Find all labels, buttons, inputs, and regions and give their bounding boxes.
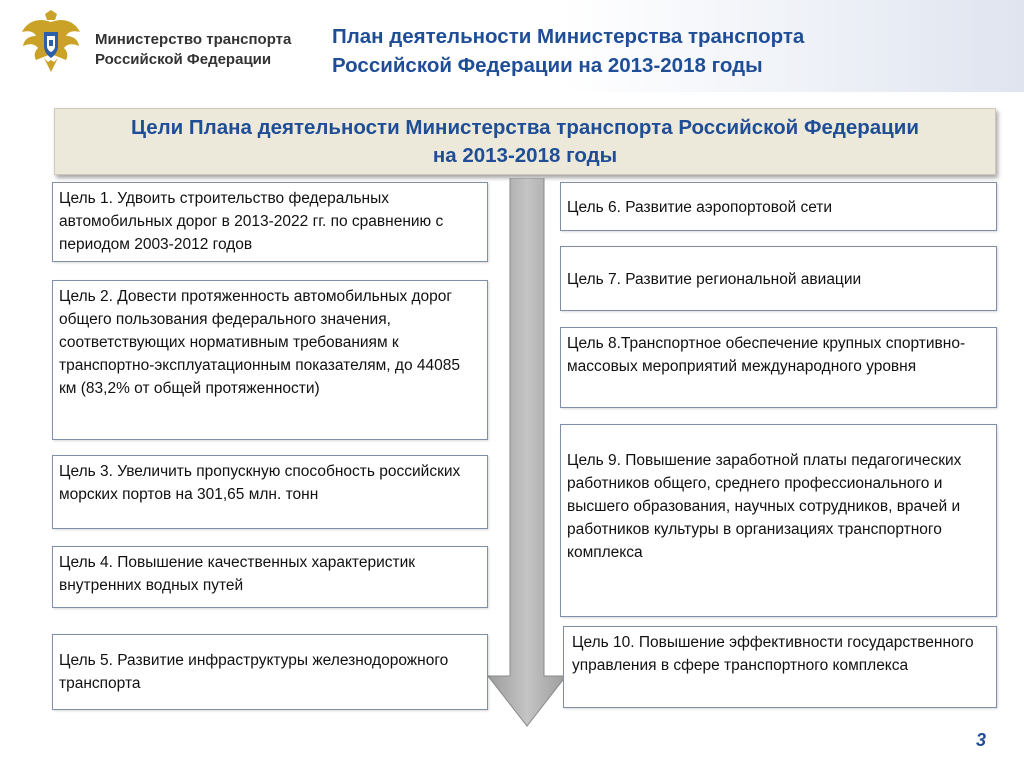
page-number: 3 (975, 730, 986, 750)
goal-6-box (560, 182, 997, 231)
ministry-name-line1: Министерство транспорта (95, 31, 292, 48)
goal-4-text: Цель 4. Повышение качественных характеристик внутренних водных путей (59, 554, 416, 594)
page-title-line1: План деятельности Министерства транспорта (332, 25, 805, 48)
ministry-name-line2: Российской Федерации (95, 51, 272, 68)
goal-2-box (52, 280, 488, 440)
goal-1-box (52, 182, 488, 262)
goal-5-text: Цель 5. Развитие инфраструктуры железнодорожного транспорта (59, 652, 449, 692)
goal-9-box (560, 424, 997, 617)
goal-8-box (560, 327, 997, 408)
goal-6-text: Цель 6. Развитие аэропортовой сети (567, 199, 833, 216)
goals-header (54, 108, 996, 175)
goal-5-box (52, 634, 488, 710)
goal-10-text: Цель 10. Повышение эффективности государственного управления в сфере транспортного комплекса (572, 634, 974, 674)
down-arrow-icon (488, 178, 566, 730)
goal-1-text: Цель 1. Удвоить строительство федеральных автомобильных дорог в 2013-2022 гг. по сравнению с периодом 2003-2012 годов (59, 190, 444, 253)
goal-8-text: Цель 8.Транспортное обеспечение крупных спортивно-массовых мероприятий международного уровня (567, 335, 966, 375)
goal-7-text: Цель 7. Развитие региональной авиации (567, 271, 862, 288)
goals-header-line1: Цели Плана деятельности Министерства транспорта Российской Федерации (130, 115, 919, 139)
page-title-line2: Российской Федерации на 2013-2018 годы (332, 54, 763, 77)
goals-header-line2: на 2013-2018 годы (432, 143, 618, 167)
goal-3-text: Цель 3. Увеличить пропускную способность российских морских портов на 301,65 млн. тонн (59, 463, 461, 503)
goal-9-text: Цель 9. Повышение заработной платы педагогических работников общего, среднего профессионального и высшего образования, научных сотрудников, врачей и работников культуры в организациях транспортного комплекса (567, 452, 962, 561)
goal-2-text: Цель 2. Довести протяженность автомобильных дорог общего пользования федерального значения, соответствующих нормативным требованиям к транспортно-эксплуатационным показателям, до 44085 км (83,2% от общей протяженности) (59, 288, 460, 397)
double-headed-eagle-emblem-icon (20, 10, 82, 76)
goal-4-box (52, 546, 488, 608)
goal-10-box (563, 626, 997, 708)
ministry-name (95, 30, 291, 70)
goal-7-box (560, 246, 997, 311)
goal-3-box (52, 455, 488, 529)
page-title (332, 22, 804, 80)
